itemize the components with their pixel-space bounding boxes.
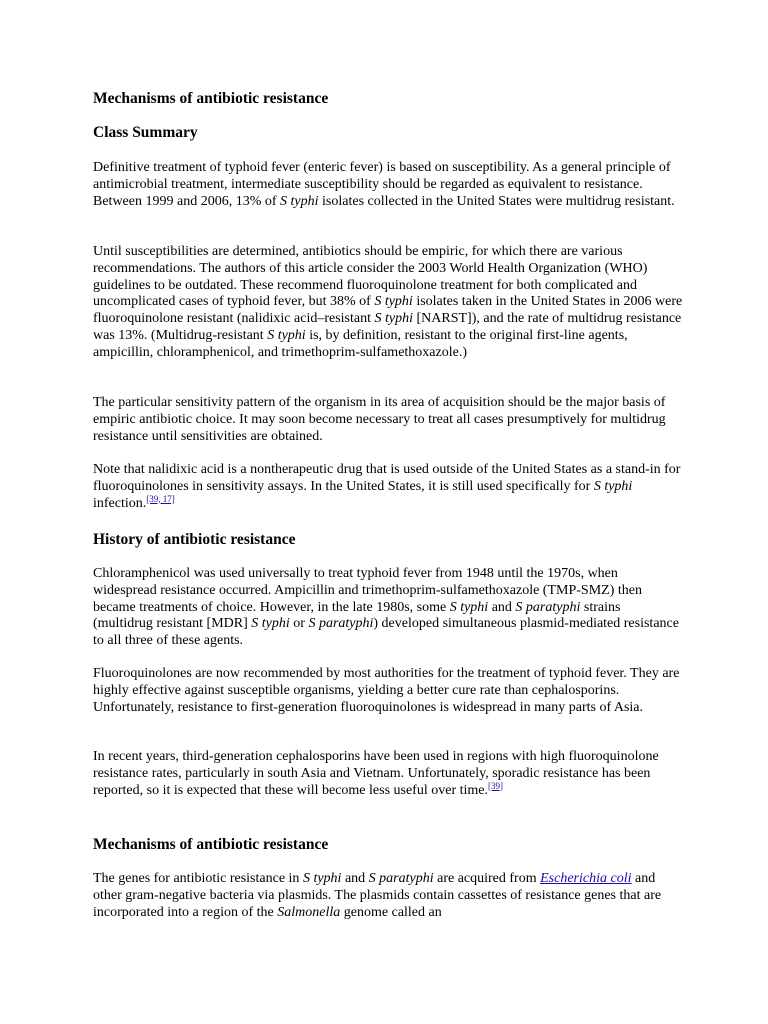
section-heading-mechanisms: Mechanisms of antibiotic resistance	[93, 90, 329, 107]
section-heading-history: History of antibiotic resistance	[93, 531, 296, 548]
paragraph-definitive-treatment: Definitive treatment of typhoid fever (enteric fever) is based on susceptibility. As a general principle of antimicrobial treatment, intermediate susceptibility should be regarded as equivalent to resistance. Between 1999 and 2006, 13% of S typhi isolates collected in the United States were multidrug resistant.	[93, 160, 675, 209]
paragraph-nalidixic-acid: Note that nalidixic acid is a nontherapeutic drug that is used outside of the United States as a stand-in for fluoroquinolones in sensitivity assays. In the United States, it is still used specifically for S typhi infection.[39, 17]	[93, 462, 681, 511]
paragraph-sensitivity-pattern: The particular sensitivity pattern of the organism in its area of acquisition should be the major basis of empiric antibiotic choice. It may soon become necessary to treat all cases presumptively for multidrug resistance until sensitivities are obtained.	[93, 395, 666, 444]
paragraph-cephalosporins: In recent years, third-generation cephalosporins have been used in regions with high fluoroquinolone resistance rates, particularly in south Asia and Vietnam. Unfortunately, sporadic resistance has been reported, so it is expected that these will become less useful over time.[39]	[93, 749, 659, 798]
reference-link[interactable]: [39, 17]	[146, 493, 175, 504]
paragraph-resistance-genes: The genes for antibiotic resistance in S typhi and S paratyphi are acquired from Escherichia coli and other gram-negative bacteria via plasmids. The plasmids contain cassettes of resistance genes that are incorporated into a region of the Salmonella genome called an	[93, 871, 662, 920]
reference-link[interactable]: [39]	[488, 780, 503, 791]
paragraph-empiric-antibiotics: Until susceptibilities are determined, antibiotics should be empiric, for which there are various recommendations. The authors of this article consider the 2003 World Health Organization (WHO) guidelines to be outdated. These recommend fluoroquinolone treatment for both complicated and uncomplicated cases of typhoid fever, but 38% of S typhi isolates taken in the United States in 2006 were fluoroquinolone resistant (nalidixic acid–resistant S typhi [NARST]), and the rate of multidrug resistance was 13%. (Multidrug-resistant S typhi is, by definition, resistant to the original first-line agents, ampicillin, chloramphenicol, and trimethoprim-sulfamethoxazole.)	[93, 244, 683, 360]
section-heading-class-summary: Class Summary	[93, 124, 198, 141]
paragraph-fluoroquinolones: Fluoroquinolones are now recommended by most authorities for the treatment of typhoid fever. They are highly effective against susceptible organisms, yielding a better cure rate than cephalosporins. Unfortunately, resistance to first-generation fluoroquinolones is widespread in many parts of Asia.	[93, 666, 680, 715]
paragraph-chloramphenicol: Chloramphenicol was used universally to treat typhoid fever from 1948 until the 1970s, when widespread resistance occurred. Ampicillin and trimethoprim-sulfamethoxazole (TMP-SMZ) then became treatments of choice. However, in the late 1980s, some S typhi and S paratyphi strains (multidrug resistant [MDR] S typhi or S paratyphi) developed simultaneous plasmid-mediated resistance to all three of these agents.	[93, 566, 679, 649]
escherichia-coli-link[interactable]: Escherichia coli	[540, 871, 632, 886]
section-heading-mechanisms-2: Mechanisms of antibiotic resistance	[93, 836, 329, 853]
